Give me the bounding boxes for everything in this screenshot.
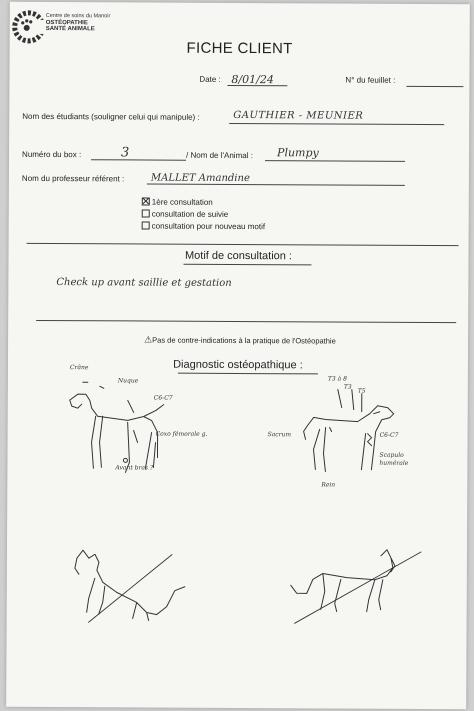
cat-right-drawing (291, 549, 421, 624)
animal-value[interactable]: Plumpy (277, 146, 319, 160)
annotation-t3-a-8: T3 à 8 (327, 375, 347, 383)
annotation-rein: Rein (321, 481, 336, 489)
box-value[interactable]: 3 (121, 145, 130, 161)
animal-label: / Nom de l'Animal : (186, 150, 253, 161)
professeur-value[interactable]: MALLET Amandine (150, 172, 250, 185)
annotation-c6c7: C6-C7 (153, 394, 173, 402)
annotation-t3: T3 (343, 383, 352, 391)
logo-line2: OSTÉOPATHIE (45, 19, 88, 26)
animal-diagrams (6, 2, 470, 709)
motif-value[interactable]: Check up avant saillie et gestation (56, 277, 232, 289)
annotation-coxo-femorale: Coxo fémorale g. (155, 430, 208, 438)
motif-heading: Motif de consultation : (184, 249, 293, 263)
option-label: 1ère consultation (151, 197, 213, 207)
etudiants-label: Nom des étudiants (souligner celui qui manipule) : (22, 111, 200, 122)
client-sheet (6, 2, 470, 709)
box-label: Numéro du box : (22, 149, 82, 160)
cat-left-drawing (75, 550, 185, 623)
annotation-sacrum: Sacrum (267, 431, 292, 439)
professeur-label: Nom du professeur référent : (21, 173, 125, 184)
annotation-c6c7-right: C6-C7 (379, 431, 399, 439)
annotation-crane: Crâne (69, 364, 89, 372)
warning-icon: ⚠ (144, 334, 153, 345)
annotation-avant-bras: Avant bras ? (115, 464, 154, 472)
logo-line1: Centre de soins du Manoir (45, 12, 111, 20)
option-label: consultation pour nouveau motif (151, 221, 266, 232)
dog-left-drawing (69, 382, 163, 472)
page-title: FICHE CLIENT (186, 39, 293, 58)
annotation-nuque: Nuque (117, 377, 139, 385)
annotation-scapulo-humerale: Scapulo humérale (379, 451, 409, 467)
logo-line3: SANTÉ ANIMALE (45, 25, 95, 33)
date-label: Date : (199, 74, 221, 84)
annotation-t5: T5 (357, 387, 366, 395)
option-label: consultation de suivie (151, 209, 229, 219)
contre-indications-text: Pas de contre-indications à la pratique de l'Ostéopathie (152, 335, 336, 346)
diagnostic-heading: Diagnostic ostéopathique : (173, 358, 303, 372)
feuillet-label: N° du feuillet : (345, 75, 396, 85)
date-value[interactable]: 8/01/24 (231, 72, 274, 87)
etudiants-value[interactable]: GAUTHIER - MEUNIER (233, 109, 364, 122)
